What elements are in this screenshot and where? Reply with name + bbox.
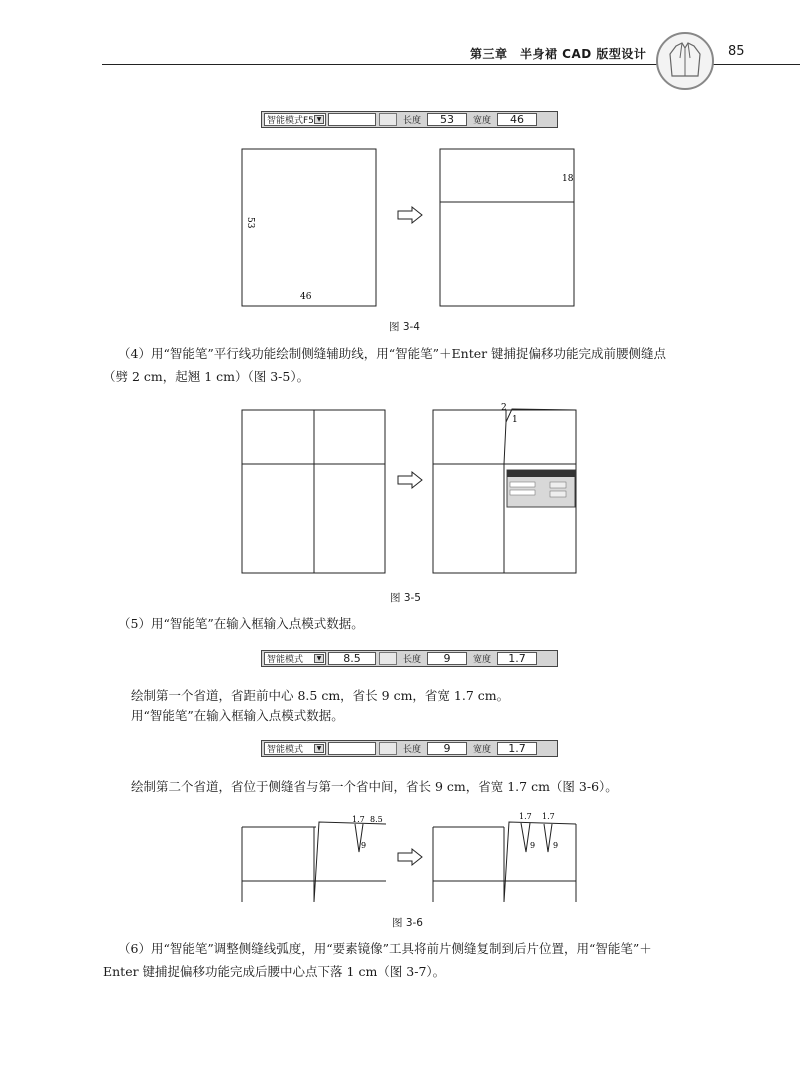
page-number: 85: [728, 44, 745, 59]
para-4-line2: （劈 2 cm，起翘 1 cm）（图 3-5）。: [103, 369, 310, 384]
width-label: 宽度: [473, 745, 492, 755]
toggle-icon[interactable]: [379, 652, 397, 665]
smart-pen-toolbar: [261, 111, 558, 128]
length-label: 长度: [403, 655, 422, 665]
point-input[interactable]: 8.5: [328, 652, 376, 665]
caption-3-5: 图 3-5: [390, 592, 421, 604]
label-left-1: 1.7: [352, 815, 365, 824]
chevron-down-icon[interactable]: ▼: [314, 654, 324, 663]
caption-3-6: 图 3-6: [392, 917, 423, 929]
toggle-icon[interactable]: [379, 742, 397, 755]
figure-3-6: [236, 812, 586, 907]
length-label: 长度: [403, 116, 422, 126]
chevron-down-icon[interactable]: ▼: [314, 744, 324, 753]
para-4-line1: （4）用“智能笔”平行线功能绘制侧缝辅助线，用“智能笔”＋Enter 键捕捉偏移功能完成前腰侧缝点: [118, 346, 667, 361]
label-46: 46: [300, 292, 312, 302]
mode-select[interactable]: 智能模式 ▼: [264, 742, 326, 755]
label-1: 1: [512, 415, 518, 425]
label-right-3: 9: [530, 841, 536, 850]
dart1-line1: 绘制第一个省道，省距前中心 8.5 cm，省长 9 cm，省宽 1.7 cm。: [131, 688, 510, 703]
toggle-icon[interactable]: [379, 113, 397, 126]
label-right-1: 1.7: [519, 812, 532, 821]
smart-pen-toolbar-2: [261, 650, 558, 667]
figure-3-5: [236, 398, 586, 578]
length-input[interactable]: 9: [427, 652, 467, 665]
para-6-line2: Enter 键捕捉偏移功能完成后腰中心点下落 1 cm（图 3-7）。: [103, 964, 446, 979]
label-right-4: 9: [553, 841, 559, 850]
dart2-text: 绘制第二个省道，省位于侧缝省与第一个省中间，省长 9 cm，省宽 1.7 cm（图 3-6）。: [131, 779, 618, 794]
length-input[interactable]: 53: [427, 113, 467, 126]
label-left-2: 8.5: [370, 815, 383, 824]
width-label: 宽度: [473, 655, 492, 665]
width-input[interactable]: 1.7: [497, 742, 537, 755]
jacket-icon: [656, 32, 714, 90]
label-left-3: 9: [361, 841, 367, 850]
caption-3-4: 图 3-4: [389, 321, 420, 333]
point-input[interactable]: [328, 742, 376, 755]
point-input[interactable]: [328, 113, 376, 126]
length-input[interactable]: 9: [427, 742, 467, 755]
arrow-right-icon: [398, 207, 422, 223]
width-label: 宽度: [473, 116, 492, 126]
chapter-title: 第三章 半身裙 CAD 版型设计: [470, 47, 647, 61]
length-label: 长度: [403, 745, 422, 755]
mode-select[interactable]: 智能模式F5 ▼: [264, 113, 326, 126]
label-right-2: 1.7: [542, 812, 555, 821]
offset-dialog: [507, 470, 575, 507]
label-53: 53: [245, 217, 255, 229]
figure-3-4: [236, 145, 586, 310]
para-6-line1: （6）用“智能笔”调整侧缝线弧度，用“要素镜像”工具将前片侧缝复制到后片位置，用“智能笔”＋: [118, 941, 652, 956]
label-2: 2: [501, 403, 507, 413]
rect-left: [242, 149, 376, 306]
chevron-down-icon[interactable]: ▼: [314, 115, 324, 124]
dart1-line2: 用“智能笔”在输入框输入点模式数据。: [131, 708, 344, 723]
smart-pen-toolbar-3: [261, 740, 558, 757]
para-5: （5）用“智能笔”在输入框输入点模式数据。: [118, 616, 364, 631]
arrow-right-icon: [398, 472, 422, 488]
arrow-right-icon: [398, 849, 422, 865]
label-18: 18: [562, 174, 574, 184]
width-input[interactable]: 46: [497, 113, 537, 126]
width-input[interactable]: 1.7: [497, 652, 537, 665]
mode-select[interactable]: 智能模式 ▼: [264, 652, 326, 665]
rect-right: [440, 149, 574, 306]
